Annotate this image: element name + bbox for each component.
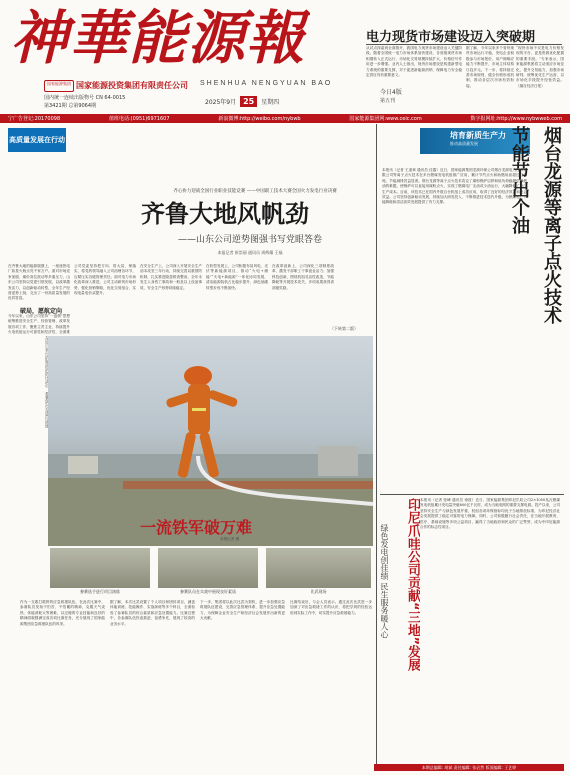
ad-registration: 宁广告登记:20170098 xyxy=(8,116,61,122)
lead-subtitle: ——山东公司逆势图强书写党眼答卷 xyxy=(177,235,322,245)
thumbnail-photo-1 xyxy=(50,548,150,588)
date-day: 25 xyxy=(240,96,257,107)
publisher-logo: 国家能源集团 xyxy=(44,80,74,92)
divider xyxy=(366,44,562,45)
story-col-3: 下一步，集团将以此次比武为契机，进一步加强应急救援队伍建设，完善应急管理体系，提升应急处置能力，为保障企业安全生产和经济社会发展作出新的更大贡献。 xyxy=(200,600,285,621)
right-headline-2: 节能节出个油 xyxy=(509,126,530,234)
lead-col-3: 在安全生产上，公司深入开展安全生产治本攻坚三年行动，持续完善双重预防机制，扎实推进隐患排查整治，全年未发生人身伤亡事故和一般及以上设备事故，安全生产形势持续稳定。 xyxy=(140,264,202,290)
date-box xyxy=(205,94,365,108)
thumbnail-caption-2: 参赛队员在实战中展现良好素质 xyxy=(180,589,236,594)
lead-byline: 本报记者 崔崇丽 通讯员 周辉耀 王福 xyxy=(217,250,283,255)
side-story-text: 本报讯（记者 张峰 通讯员 徐波）近日，国家能源集团印尼爪哇公司2×1050兆瓦燃煤发电机组累计发电量突破600亿千瓦时，成为当地电网的重要支撑电源。投产以来，公司坚持安全生产与绿色发展并重，机组各项环保指标均优于当地排放标准，为印尼经济社会发展提供了稳定可靠的电力保障。同时，公司积极履行社会责任，在当地开展教育、医疗、基础设施等多项公益项目，赢得了当地政府和民众的广泛赞誉，成为中印尼能源合作的标志性项目。 xyxy=(420,498,560,530)
masthead-pinyin: SHENHUA NENGYUAN BAO xyxy=(200,80,333,87)
lead-kicker: 齐心协力迎战全国行业职业技能竞赛 ——中国职工技术大赛全国火力发电行业决赛 xyxy=(173,189,337,194)
right-headline: 烟台龙源等离子点火技术 xyxy=(541,126,562,324)
column-banner-title: 培育新质生产力 xyxy=(450,131,506,140)
story-col-4: 比赛结束后，与会人员表示，通过此次比武进一步加深了对应急救援工作的认识，将把学到的经验运用到实际工作中，切实提升应急救援能力。 xyxy=(290,600,372,615)
section-logo: 高质量发展在行动 xyxy=(8,128,66,152)
thumbnail-caption-3: 比武现场 xyxy=(310,589,327,594)
photo-slogan: 一流铁军破万难 xyxy=(140,518,253,537)
info-bar xyxy=(0,114,570,123)
photo-credit: 本报记者 摄 xyxy=(220,537,240,541)
jump-note: （下转第二版） xyxy=(330,326,358,331)
masthead-title: 神華能源報 xyxy=(10,6,306,70)
footer-credits: 本期总编辑: 胡斌 责任编辑: 张必然 版面编辑: 王艺婷 xyxy=(374,764,564,771)
weekday: 星期四 xyxy=(261,98,280,106)
group-website[interactable]: 国家能源集团网:www.ceic.com xyxy=(349,116,422,122)
digital-edition-link[interactable]: 数字报网址:http://www.nybwweb.com xyxy=(470,116,562,122)
issue-number: 第3421期 总第9064期 xyxy=(44,103,97,109)
top-story-col-1: 从试点探索到全面推开，我国电力现货市场建设迈入关键阶段。随着全国统一电力市场体系加快建设，各省级现货市场相继转入正式运行，市场化交易规模持续扩大，价格信号作用进一步增强。业内人士指出，现货市场建设是构建新型电力系统的重要支撑，对于促进新能源消纳、保障电力安全稳定供应具有重要意义。 xyxy=(366,46,462,78)
story-col-1: 作为一支敢打敢拼的应急救援队伍，在此次比赛中，参赛队员发扬不怕苦、不怕累的精神，克服天气炎热、体能消耗大等困难，以过硬的专业技能和良好的精神面貌圆满完成各项比赛任务，充分展现了国家能源集团应急救援队伍的风采。 xyxy=(20,600,105,626)
weibo-link[interactable]: 新浪微博:http://weibo.com/nybwb xyxy=(218,116,301,122)
top-story-col-3: “现货市场不仅是电力价格发现的平台，更是资源优化配置的重要手段。”专家表示，国家能源集团将主动适应市场变化，提升交易能力，加强市场研判，统筹优化生产运营，以市场化手段提升经营效益。（摘自经济日报） xyxy=(516,46,564,88)
lead-headline: 齐鲁大地风帆劲 xyxy=(141,200,309,228)
thumbnail-photo-3 xyxy=(266,548,371,588)
story-col-2: 据了解，本次比武设置了个人项目和团体项目，涵盖体能训练、技能操作、实战演练等多个科目，全面检验了参赛队员的综合素质和应急处置能力。比赛过程中，各参赛队伍你追我赶、奋勇争先，展现了较高的业务水平。 xyxy=(110,600,195,626)
page-count: 今日4版 xyxy=(380,89,402,96)
thumbnail-caption-1: 参赛选手进行项目演练 xyxy=(80,589,120,594)
cn-number: 国内统一连续出版物号 CN 64-0015 xyxy=(44,95,126,101)
section-heading: 破局，愿航定向 xyxy=(20,308,63,315)
lead-col-2: 公司党委坚持把方向、管大局、保落实，将党的领导融入公司治理各环节，压紧压实各级管理责任。面对电力市场化改革深入推进，公司主动研判市场形势，强化营销策略，优化交易组合，实现电量电价双提升。 xyxy=(74,264,136,296)
lead-col-4: 在转型发展上，公司积极布局风电、光伏等新能源项目，推动“火电+储能”“火电+新能源”一体化协同发展，清洁能源装机占比稳步提升，绿色低碳转型步伐不断加快。 xyxy=(206,264,268,290)
top-story-headline: 电力现货市场建设迈入突破期 xyxy=(366,30,536,44)
lead-intro: 在齐鲁大地的能源版图上，一座座热电厂如星火般点亮千家万户。面对市场竞争加剧、煤价高位波动等多重压力，山东公司坚持以党建引领发展，以改革激发活力，以创新驱动转型，全年生产经营逆势上扬，交出了一份高质量发展的优异答卷。 xyxy=(8,264,70,301)
right-story-text: 本报讯（记者 王道章 通讯员 佳露）近日，国家能源集团龙源环保公司烟台龙源电力技术有限公司等离子点火技术在多台燃煤发电机组推广应用，累计节约点火和助燃用油超过百万吨，节能减排效益显著。烟台龙源等离子点火技术攻克了煤粉锅炉启停和低负荷稳燃依赖燃油的难题，使锅炉可以直接用煤粉点火，实现了燃煤电厂无油或少油运行，大幅降低了电厂生产成本。目前，该技术已在国内外数百台机组上成功应用，取得了良好的经济效益和社会效益。公司坚持创新驱动发展，持续加大研发投入，不断推进技术迭代升级，为燃煤电厂节能降耗和清洁高效发展提供了有力支撑。 xyxy=(382,168,527,205)
thumbnail-photo-2 xyxy=(158,548,258,588)
side-subline: 绿色发电创佳绩 民生服务暖人心 xyxy=(380,524,389,639)
side-headline: 印尼爪哇公司贡献“三地”发展 xyxy=(405,498,420,672)
duty-phone: 值班电话:(0951)6971607 xyxy=(108,116,170,122)
lead-col-5: 在改革创新上，公司深化三项制度改革，激发干部职工干事创业活力；加强科技创新，围绕机组灵活性改造、节能降耗等开展技术攻关，多项成果获得省部级奖励。 xyxy=(272,264,334,290)
main-photo xyxy=(48,336,373,546)
divider xyxy=(380,494,564,495)
edition-label: 第五刊 xyxy=(380,98,396,104)
lead-section-text: 今年以来，山东公司坚持“一盘棋”思想统筹推进安全生产、经营管理、改革发展各项工作，聚焦主责主业，持续提升火电机组运行可靠性和经济性，全面推 xyxy=(8,314,70,334)
firefighter-illustration xyxy=(48,336,373,546)
column-banner-subtitle: 推动高质量发展 xyxy=(450,141,478,146)
publisher-name: 国家能源投资集团有限责任公司 xyxy=(76,81,188,90)
top-story-col-2: 据了解，今年以来多个省份现货市场运行平稳，发电企业积极参与市场报价，用户侧响应能力不断提升，市场主体结构日趋多元。下一步，将持续完善市场规则，健全价格形成机制，推动各层次市场有效衔接。 xyxy=(466,46,514,88)
date-prefix: 2025年9月 xyxy=(205,98,237,106)
